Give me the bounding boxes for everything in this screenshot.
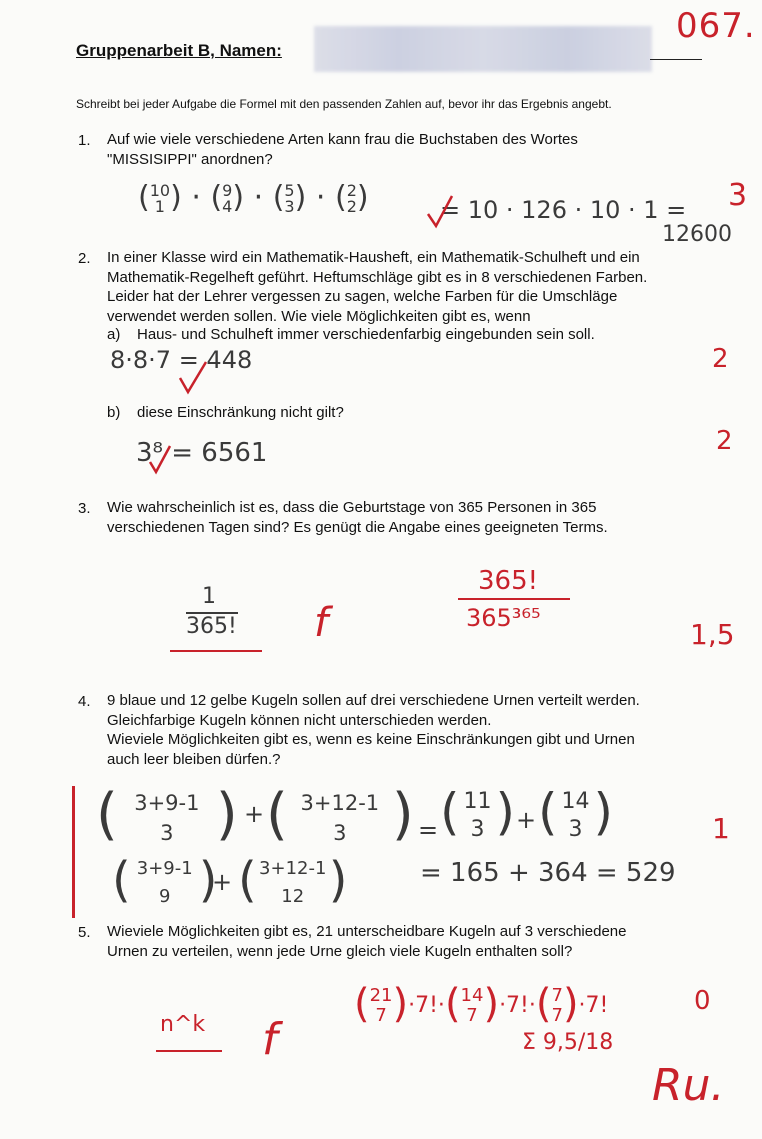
instruction-text: Schreibt bei jeder Aufgabe die Formel mit den passenden Zahlen auf, bevor ihr das Ergebnis angebt. xyxy=(76,97,612,111)
q1-text-line2: "MISSISIPPI" anordnen? xyxy=(107,150,273,168)
q1-binom-1: (10 1 ) xyxy=(138,180,182,216)
q2-text-line1: In einer Klasse wird ein Mathematik-Hausheft, ein Mathematik-Schulheft und ein xyxy=(107,249,640,266)
teacher-signature: Ru. xyxy=(652,1060,725,1111)
q1-answer-binomials: (10 1 ) · (9 4) · (5 3) · (2 2) xyxy=(138,180,369,216)
top-right-code: 067. xyxy=(676,6,756,46)
q4-score: 1 xyxy=(712,812,730,845)
q5-binom-1: (21 7 ) xyxy=(354,981,409,1027)
q4-number: 4. xyxy=(78,693,91,710)
q2b-text: diese Einschränkung nicht gilt? xyxy=(137,404,344,421)
q5-number: 5. xyxy=(78,924,91,941)
q5-mark-f: f xyxy=(262,1014,278,1065)
q1-answer-total: 12600 xyxy=(662,222,732,247)
q2b-answer: 3⁸ = 6561 xyxy=(136,438,268,468)
q5-binom-3: (7 7) xyxy=(535,981,579,1027)
q4-row1-result1: ( 11 3 ) xyxy=(440,783,516,842)
q4-text-line3: Wieviele Möglichkeiten gibt es, wenn es keine Einschränkungen gibt und Urnen xyxy=(107,731,635,748)
q4-row2-binom2: ( 3+12-1 12 ) xyxy=(238,852,348,908)
q3-student-denominator: 365! xyxy=(186,614,237,639)
q1-binom-4: (2 2) xyxy=(334,180,369,216)
q4-text-line2: Gleichfarbige Kugeln können nicht unterschieden werden. xyxy=(107,711,492,729)
q5-answer-expression: (21 7 )·7!·(14 7 )·7!·(7 7)·7! xyxy=(354,981,609,1027)
total-score: Σ 9,5/18 xyxy=(522,1030,614,1055)
q4-row1-binom1: ( 3+9-1 3 ) xyxy=(96,782,238,847)
q5-score: 0 xyxy=(694,986,711,1016)
q2-text-line4: verwendet werden sollen. Wie viele Möglichkeiten gibt es, wenn xyxy=(107,307,531,325)
q4-row2-result: = 165 + 364 = 529 xyxy=(420,858,676,888)
q5-margin-note: n^k xyxy=(160,1012,206,1037)
q3-correct-numerator: 365! xyxy=(478,566,539,596)
q1-checkmark-icon xyxy=(428,196,452,226)
q3-mark-f: f xyxy=(314,600,329,646)
q1-number: 1. xyxy=(78,132,91,149)
q4-row2-binom1: ( 3+9-1 9 ) xyxy=(112,852,218,908)
page-title: Gruppenarbeit B, Namen: xyxy=(76,41,282,60)
q5-text-line1: Wieviele Möglichkeiten gibt es, 21 unterscheidbare Kugeln auf 3 verschiedene xyxy=(107,923,627,940)
q1-binom-2: (9 4) xyxy=(210,180,245,216)
q3-score: 1,5 xyxy=(690,618,735,651)
q3-correct-denominator: 365³⁶⁵ xyxy=(466,604,541,632)
q5-binom-2: (14 7 ) xyxy=(444,981,500,1027)
q1-text-line1: Auf wie viele verschiedene Arten kann frau die Buchstaben des Wortes xyxy=(107,131,578,148)
q3-text-line2: verschiedenen Tagen sind? Es genügt die Angabe eines geeigneten Terms. xyxy=(107,518,608,536)
q4-row1-binom2: ( 3+12-1 3 ) xyxy=(266,782,414,847)
q2a-checkmark-icon xyxy=(180,362,206,392)
q4-text-line1: 9 blaue und 12 gelbe Kugeln sollen auf drei verschiedene Urnen verteilt werden. xyxy=(107,692,640,709)
q4-text-line4: auch leer bleiben dürfen.? xyxy=(107,750,281,768)
q1-answer-result: = 10 · 126 · 10 · 1 = xyxy=(440,196,687,224)
q2a-label: a) xyxy=(107,326,121,343)
q5-text-line2: Urnen zu verteilen, wenn jede Urne gleich viele Kugeln enthalten soll? xyxy=(107,942,573,960)
q2a-answer: 8·8·7 = 448 xyxy=(110,346,253,374)
q4-row2-plus: + xyxy=(212,868,233,896)
q3-student-numerator: 1 xyxy=(202,584,216,609)
q3-number: 3. xyxy=(78,500,91,517)
q2b-label: b) xyxy=(107,404,121,421)
q4-row1-result2: ( 14 3 ) xyxy=(538,783,614,842)
q4-row1-equals: = xyxy=(418,816,439,844)
q3-text-line1: Wie wahrscheinlich ist es, dass die Geburtstage von 365 Personen in 365 xyxy=(107,499,597,516)
q4-row1-result-plus: + xyxy=(516,806,537,834)
q2-number: 2. xyxy=(78,250,91,267)
q2a-score: 2 xyxy=(712,344,729,374)
q2b-score: 2 xyxy=(716,426,733,456)
q2a-text: Haus- und Schulheft immer verschiedenfarbig eingebunden sein soll. xyxy=(137,326,595,343)
q2-text-line2: Mathematik-Regelheft geführt. Heftumschläge gibt es in 8 verschiedenen Farben. xyxy=(107,268,648,286)
q2-text-line3: Leider hat der Lehrer vergessen zu sagen, welche Farben für die Umschläge xyxy=(107,288,618,305)
q1-score: 3 xyxy=(728,178,748,213)
q1-binom-3: (5 3) xyxy=(272,180,307,216)
q2b-checkmark-icon xyxy=(150,446,170,472)
q4-row1-plus: + xyxy=(244,800,265,828)
